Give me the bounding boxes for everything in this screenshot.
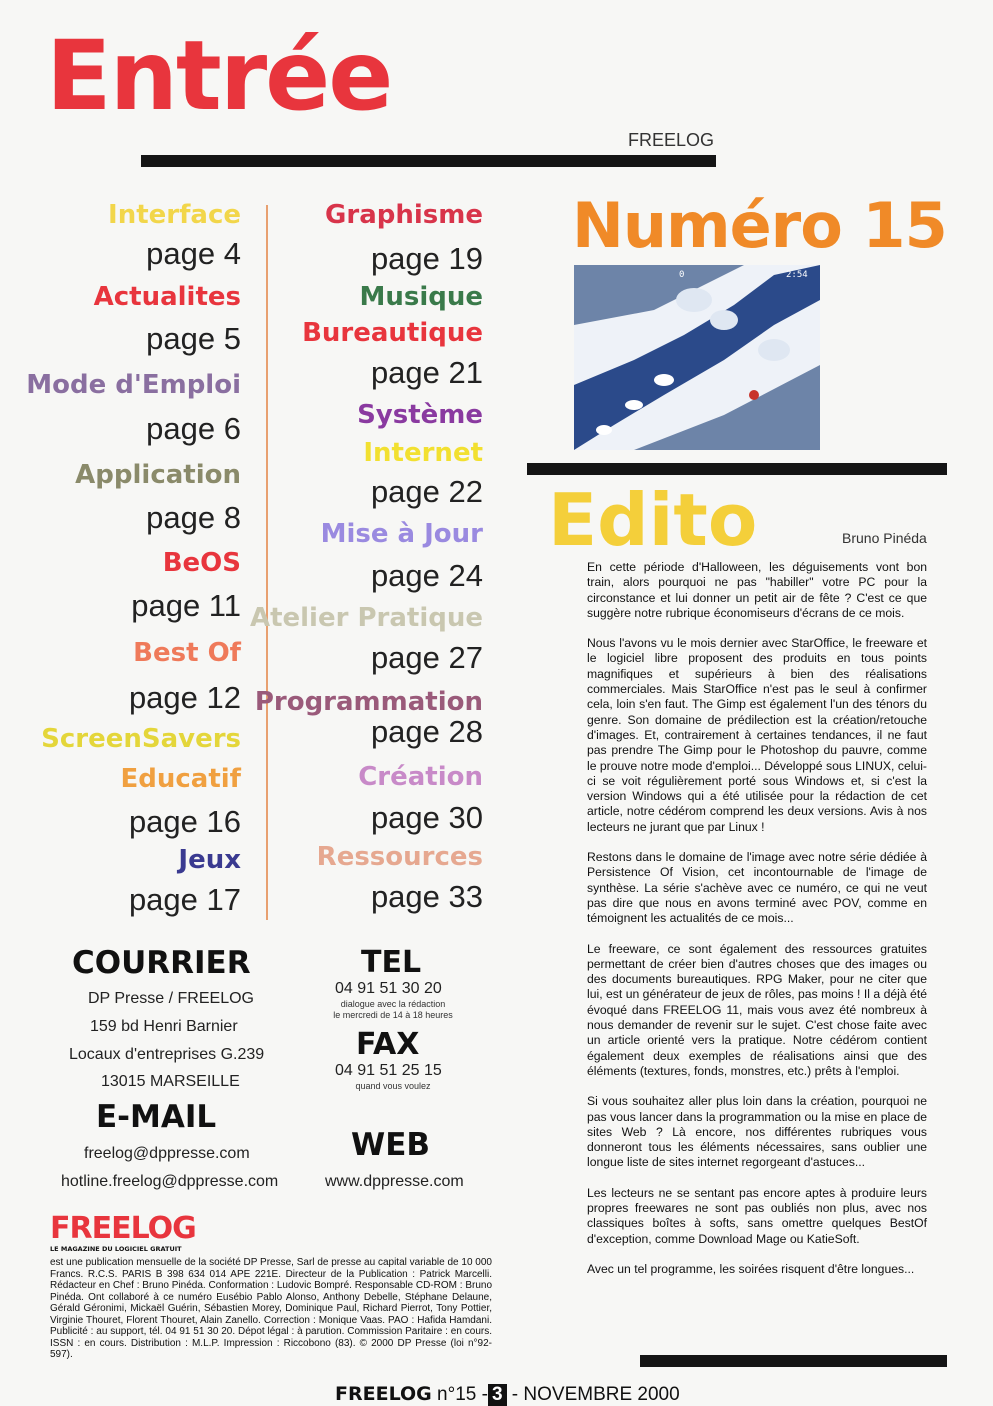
toc-section-title: ScreenSavers: [41, 724, 241, 754]
toc-page-number: page 8: [146, 500, 241, 535]
game-scene-image: [574, 265, 820, 450]
tel-heading: TEL: [361, 945, 422, 980]
toc-section-title: Best Of: [133, 638, 241, 668]
toc-section-title: Actualites: [93, 282, 241, 312]
hotline-email-address[interactable]: hotline.freelog@dppresse.com: [61, 1173, 279, 1190]
toc-page-number: page 24: [370, 558, 483, 593]
header-divider: [141, 155, 716, 167]
toc-page-number: page 11: [131, 588, 241, 623]
fax-heading: FAX: [356, 1027, 420, 1062]
toc-section-title: Mode d'Emploi: [26, 370, 241, 400]
edito-paragraph: Le freeware, ce sont également des ressources gratuites permettant de créer bien d'autres choses que des images ou des documents bureautiques. RPG Maker, pour ne citer que lui, est un générateur de jeux de rôles, pas moins ! Il a déjà été évoqué dans FREELOG 11, mais vous avez été nombreux à nous demander de revenir sur le sujet. C'est chose faite avec un article orienté vers la pratique. Notre cédérom contient également deux exemples de réalisations ainsi que des éléments (textures, fonds, monstres, etc.) prêts à l'emploi.: [587, 941, 927, 1078]
toc-section-title: Musique: [359, 282, 483, 312]
footer-issue: n°15 -: [437, 1384, 488, 1405]
tel-number: 04 91 51 30 20: [335, 980, 442, 997]
page-title: Entrée: [46, 20, 392, 132]
toc-section-title: BeOS: [162, 548, 241, 578]
fax-number: 04 91 51 25 15: [335, 1062, 442, 1079]
toc-section-title: Création: [358, 762, 483, 792]
web-url[interactable]: www.dppresse.com: [325, 1173, 464, 1190]
publication-credits: est une publication mensuelle de la société DP Presse, Sarl de presse au capital variable de 10 000 Francs. R.C.S. PARIS B 398 634 014 APE 221E. Directeur de la Publication : Patrick Marcelli. Rédacteur en Chef : Bruno Pinéda. Conformation : Ludovic Bompré. Responsable CD-ROM : Bruno Pinéda. Ont collaboré à ce numéro Eusébio Pablo Alonso, Anthony Debelle, Stéphane Delaune, Gérald Géronimi, Mickaël Guérin, Sébastien Morey, Dominique Paul, Richard Pierrot, Tony Pottier, Virginie Thouret, Florent Thouret, Alain Zanello. Correction : Monique Vaas. PAO : Hafida Hamdani. Publicité : au support, tél. 04 91 51 30 20. Dépot légal : à parution. Commission Paritaire : en cours. ISSN : en cours. Distribution : M.L.P. Impression : Riccobono (83). © 2000 DP Presse (loi n°92-597).: [50, 1257, 492, 1360]
edito-paragraph: En cette période d'Halloween, les déguisements vont bon train, alors pourquoi ne pas "habiller" votre PC pour la circonstance et lui donner un petit air de fête ? C'est ce que suggère notre rubrique économiseurs d'écrans de ce mois.: [587, 560, 927, 620]
edito-paragraph: Nous l'avons vu le mois dernier avec StarOffice, le freeware et le logiciel libre proposent des produits en tous points magnifiques et supérieurs à bien des réalisations commerciales. Mais StarOffice n'est pas le seul à confirmer cela, loin s'en faut. The Gimp est également l'un des ténors du genre. Son domaine de prédilection est la création/retouche d'images. Et, contrairement à certaines tendances, il ne faut pas prendre The Gimp pour le Photoshop du pauvre, comme le prouve notre mode d'emploi... Développé sous LINUX, celui-ci se voit régulièrement porté sous Windows et, si c'est la version Windows qui a été utilisée pour la rédaction de cet article, notre cédérom comprend les deux versions. Avis à nos lecteurs ne jurant que par Linux !: [587, 636, 927, 834]
edito-paragraph: Restons dans le domaine de l'image avec notre série dédiée à Persistence Of Vision, cet incontournable de l'image de synthèse. La série s'achève avec ce numéro, ce qui ne veut pas dire que nous en avons terminé avec POV, comme en témoignent les actualités de ce mois...: [587, 850, 927, 926]
toc-divider: [266, 205, 268, 920]
toc-page-number: page 33: [370, 879, 483, 914]
footer-brand: FREELOG: [335, 1383, 432, 1405]
toc-section-title: Bureautique: [302, 318, 483, 348]
web-heading: WEB: [351, 1127, 430, 1163]
toc-section-title: Application: [75, 460, 241, 490]
courrier-line: 159 bd Henri Barnier: [90, 1018, 238, 1035]
toc-section-title: Educatif: [120, 764, 241, 794]
toc-page-number: page 5: [146, 321, 241, 356]
toc-page-number: page 21: [370, 355, 483, 390]
edito-title: Edito: [548, 478, 758, 562]
email-heading: E-MAIL: [96, 1099, 217, 1135]
toc-page-number: page 30: [370, 800, 483, 835]
edito-paragraph: Si vous souhaitez aller plus loin dans la création, pourquoi ne pas vous lancer dans la programmation ou la mise en place de sites Web ? Là encore, nos différentes rubriques vous donneront tous les éléments nécessaires, sans oublier une longue liste de sites internet regorgeant d'astuces...: [587, 1094, 927, 1170]
courrier-line: DP Presse / FREELOG: [88, 990, 254, 1007]
toc-page-number: page 19: [370, 241, 483, 276]
toc-section-title: Internet: [363, 438, 483, 468]
toc-section-title: Programmation: [254, 687, 483, 717]
game-timer: 2:54: [786, 270, 808, 280]
freelog-subtitle: LE MAGAZINE DU LOGICIEL GRATUIT: [50, 1245, 182, 1253]
courrier-line: Locaux d'entreprises G.239: [69, 1046, 265, 1063]
toc-page-number: page 28: [370, 714, 483, 749]
toc-section-title: Ressources: [316, 842, 483, 872]
email-address[interactable]: freelog@dppresse.com: [84, 1145, 250, 1162]
toc-section-title: Système: [357, 400, 483, 430]
edito-top-bar: [527, 463, 947, 475]
edito-author: Bruno Pinéda: [842, 530, 927, 546]
toc-page-number: page 17: [128, 882, 241, 917]
toc-section-title: Jeux: [178, 845, 241, 875]
freelog-logo: FREELOG: [50, 1211, 196, 1246]
toc-section-title: Atelier Pratique: [249, 603, 483, 633]
toc-page-number: page 12: [128, 680, 241, 715]
courrier-heading: COURRIER: [72, 945, 251, 981]
toc-page-number: page 4: [146, 236, 241, 271]
footer-date: - NOVEMBRE 2000: [511, 1384, 680, 1405]
tel-note: le mercredi de 14 à 18 heures: [333, 1010, 453, 1020]
edito-paragraph: Les lecteurs ne se sentant pas encore aptes à produire leurs propres freewares ne sont pas oubliés non plus, avec nos classiques boîtes à softs, sans omettre quelques BestOf d'exception, comme Download Mage ou KatieSoft.: [587, 1185, 927, 1246]
toc-page-number: page 16: [128, 804, 241, 839]
game-score: 0: [679, 270, 685, 280]
toc-section-title: Graphisme: [325, 200, 483, 230]
page-number: 3: [488, 1384, 507, 1406]
courrier-line: 13015 MARSEILLE: [101, 1073, 240, 1090]
game-screenshot: [574, 265, 820, 450]
toc-page-number: page 6: [146, 411, 241, 446]
tel-note: dialogue avec la rédaction: [340, 999, 446, 1009]
toc-section-title: Interface: [108, 200, 241, 230]
issue-number: Numéro 15: [572, 189, 947, 262]
toc-section-title: Mise à Jour: [320, 519, 483, 549]
fax-note: quand vous voulez: [355, 1081, 431, 1091]
magazine-tag: FREELOG: [628, 130, 715, 150]
edito-paragraph: Avec un tel programme, les soirées risquent d'être longues...: [587, 1261, 915, 1276]
toc-page-number: page 27: [370, 640, 483, 675]
toc-page-number: page 22: [370, 474, 483, 509]
edito-body: [587, 560, 927, 1292]
page-footer: [335, 1383, 680, 1406]
edito-bottom-bar: [640, 1355, 947, 1367]
